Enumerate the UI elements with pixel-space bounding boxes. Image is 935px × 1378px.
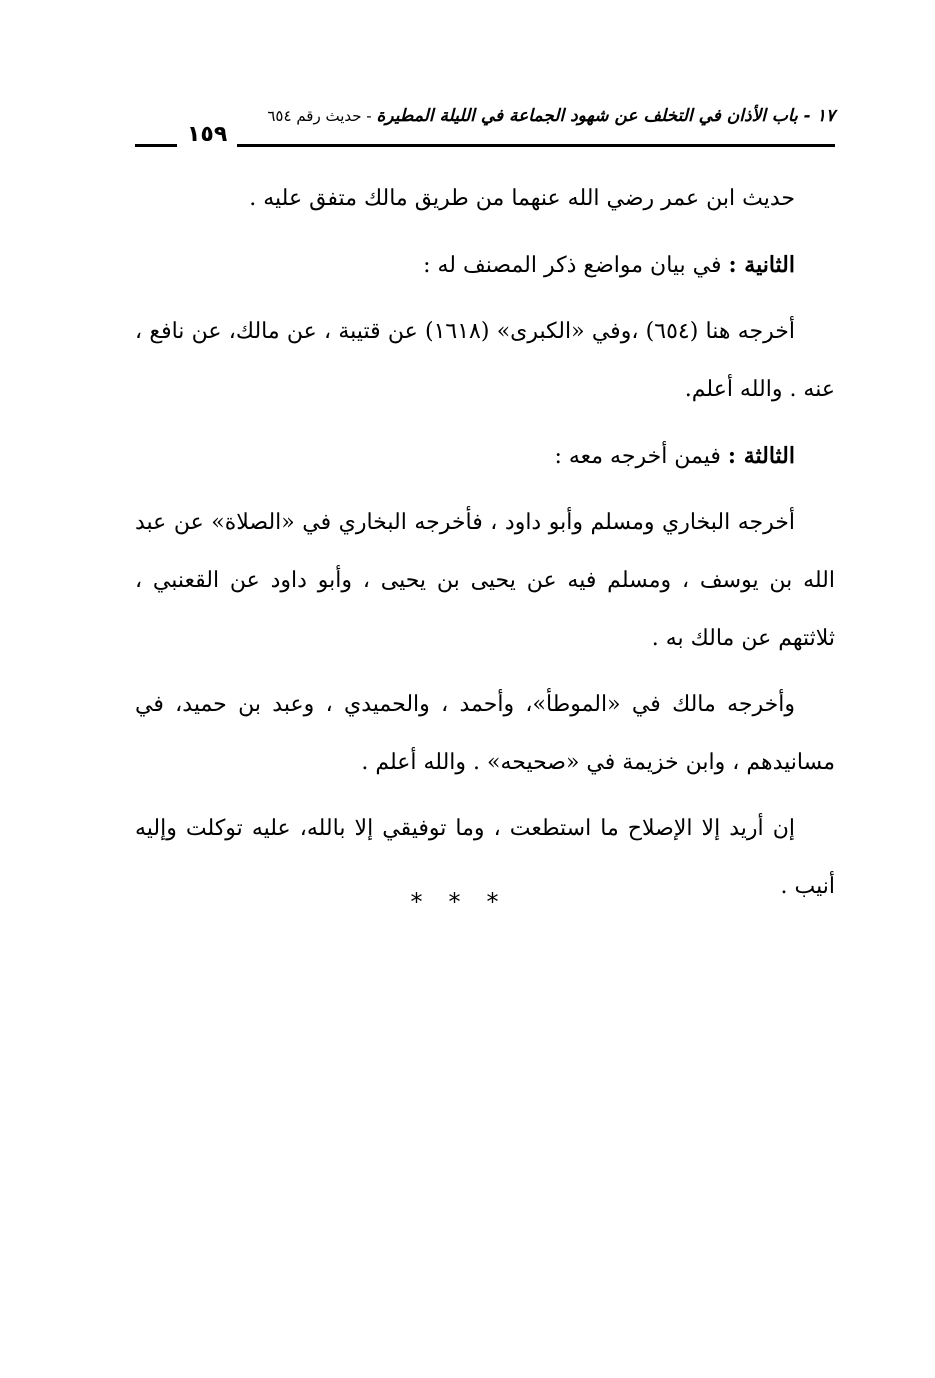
paragraph-6: وأخرجه مالك في «الموطأ»، وأحمد ، والحميدي ، وعبد بن حميد، في مسانيدهم ، وابن خزيمة في «صحيحه» . والله أعلم . <box>135 692 835 775</box>
header-rule <box>135 144 835 147</box>
paragraph-1: حديث ابن عمر رضي الله عنهما من طريق مالك متفق عليه . <box>249 186 795 211</box>
chapter-title: ١٧ - باب الأذان في التخلف عن شهود الجماعة في الليلة المطيرة <box>376 106 835 126</box>
running-header <box>135 100 835 156</box>
body-text <box>135 170 835 924</box>
section-separator: *** <box>410 888 525 916</box>
paragraph-3: أخرجه هنا (٦٥٤) ،وفي «الكبرى» (١٦١٨) عن قتيبة ، عن مالك، عن نافع ، عنه . والله أعلم. <box>135 319 835 402</box>
page-number-dash <box>135 144 179 147</box>
section-label-second: الثانية : <box>728 252 795 278</box>
section-text-third: فيمن أخرجه معه : <box>554 444 728 469</box>
paragraph-4 <box>135 427 835 486</box>
section-text-second: في بيان مواضع ذكر المصنف له : <box>423 253 729 278</box>
paragraph-7: إن أريد إلا الإصلاح ما استطعت ، وما توفيقي إلا بالله، عليه توكلت وإليه أنيب . <box>135 816 835 899</box>
header-title <box>267 106 835 126</box>
page-number: ١٥٩ <box>177 122 237 147</box>
paragraph-5: أخرجه البخاري ومسلم وأبو داود ، فأخرجه البخاري في «الصلاة» عن عبد الله بن يوسف ، ومسلم فيه عن يحيى بن يحيى ، وأبو داود عن القعنبي ، ثلاثتهم عن مالك به . <box>135 510 835 651</box>
hadith-number: - حديث رقم ٦٥٤ <box>267 107 377 125</box>
paragraph-2 <box>135 236 835 295</box>
section-label-third: الثالثة : <box>727 443 795 469</box>
